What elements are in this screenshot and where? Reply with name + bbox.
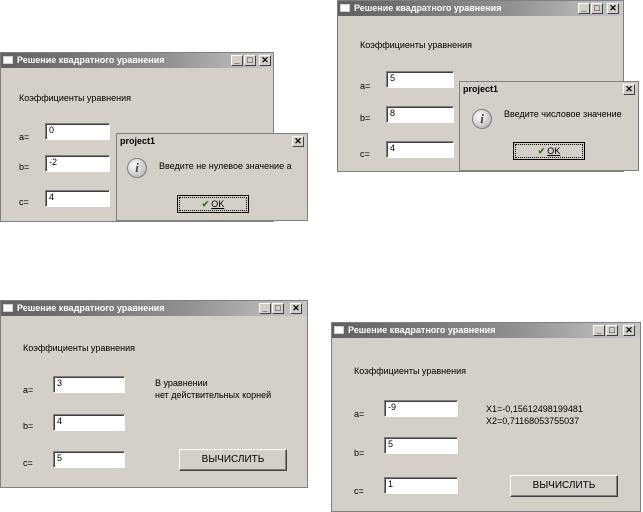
maximize-button[interactable]: □ <box>244 55 256 66</box>
checkmark-icon: ✔ <box>201 199 210 209</box>
dialog-title-bar[interactable] <box>460 82 638 97</box>
info-icon: i <box>472 109 492 129</box>
dialog-message: Введите числовое значение <box>504 109 622 119</box>
app-icon <box>334 326 344 334</box>
minimize-button[interactable]: _ <box>231 55 243 66</box>
result-line-2: нет действительных корней <box>155 390 272 400</box>
ok-button[interactable] <box>513 142 585 160</box>
label-c: c= <box>19 197 29 207</box>
close-button[interactable]: ✕ <box>607 3 619 14</box>
app-icon <box>340 4 350 12</box>
dialog-message: Введите не нулевое значение а <box>159 161 292 171</box>
input-c[interactable]: 4 <box>386 141 454 158</box>
dialog-title: project1 <box>120 136 156 146</box>
maximize-button[interactable]: □ <box>272 303 284 314</box>
input-a[interactable]: 0 <box>45 123 110 140</box>
result-line-1: X1=-0,15612498199481 <box>486 404 583 414</box>
coefficients-label: Коэффициенты уравнения <box>360 40 472 50</box>
maximize-button[interactable]: □ <box>606 325 618 336</box>
app-icon <box>3 304 13 312</box>
input-c[interactable]: 1 <box>384 477 458 494</box>
compute-button[interactable]: ВЫЧИСЛИТЬ <box>179 449 287 471</box>
info-icon: i <box>127 158 147 178</box>
window-title: Решение квадратного уравнения <box>17 303 165 313</box>
title-bar[interactable] <box>338 1 623 16</box>
minimize-button[interactable]: _ <box>578 3 590 14</box>
label-b: b= <box>23 421 34 431</box>
close-button[interactable]: ✕ <box>290 303 302 314</box>
ok-label: OK <box>211 199 225 209</box>
input-c[interactable]: 4 <box>45 190 110 207</box>
compute-button[interactable]: ВЫЧИСЛИТЬ <box>510 475 618 497</box>
minimize-button[interactable]: _ <box>259 303 271 314</box>
label-b: b= <box>19 162 30 172</box>
dialog-title: project1 <box>463 84 499 94</box>
label-a: a= <box>23 385 34 395</box>
ok-label: OK <box>547 146 561 156</box>
dialog-close-button[interactable]: ✕ <box>623 84 635 95</box>
label-b: b= <box>354 448 365 458</box>
close-button[interactable]: ✕ <box>623 325 635 336</box>
checkmark-icon: ✔ <box>537 146 546 156</box>
window-title: Решение квадратного уравнения <box>354 3 502 13</box>
title-bar[interactable] <box>332 323 640 338</box>
window-title: Решение квадратного уравнения <box>348 325 496 335</box>
minimize-button[interactable]: _ <box>593 325 605 336</box>
title-bar[interactable] <box>1 53 273 68</box>
window-title: Решение квадратного уравнения <box>17 55 165 65</box>
label-b: b= <box>360 113 371 123</box>
label-c: c= <box>23 458 33 468</box>
close-button[interactable]: ✕ <box>259 55 271 66</box>
input-b[interactable]: -2 <box>45 155 110 172</box>
input-a[interactable]: -9 <box>384 400 458 417</box>
input-b[interactable]: 5 <box>384 437 458 454</box>
label-c: c= <box>360 149 370 159</box>
label-a: a= <box>360 81 371 91</box>
title-bar[interactable] <box>1 301 307 316</box>
input-a[interactable]: 3 <box>53 376 125 393</box>
dialog-2 <box>459 81 639 171</box>
coefficients-label: Коэффициенты уравнения <box>19 93 131 103</box>
dialog-title-bar[interactable] <box>117 134 307 149</box>
label-c: c= <box>354 486 364 496</box>
label-a: a= <box>19 132 30 142</box>
result-line-1: В уравнении <box>155 378 208 388</box>
window-3 <box>0 300 308 488</box>
input-b[interactable]: 8 <box>386 106 454 123</box>
dialog-close-button[interactable]: ✕ <box>292 136 304 147</box>
ok-button[interactable] <box>177 195 249 213</box>
label-a: a= <box>354 409 365 419</box>
input-b[interactable]: 4 <box>53 414 125 431</box>
result-line-2: X2=0,71168053755037 <box>486 416 580 426</box>
app-icon <box>3 56 13 64</box>
input-c[interactable]: 5 <box>53 451 125 468</box>
maximize-button[interactable]: □ <box>591 3 603 14</box>
window-4 <box>331 322 641 512</box>
dialog-1 <box>116 133 308 221</box>
coefficients-label: Коэффициенты уравнения <box>354 366 466 376</box>
coefficients-label: Коэффициенты уравнения <box>23 343 135 353</box>
input-a[interactable]: 5 <box>386 71 454 88</box>
